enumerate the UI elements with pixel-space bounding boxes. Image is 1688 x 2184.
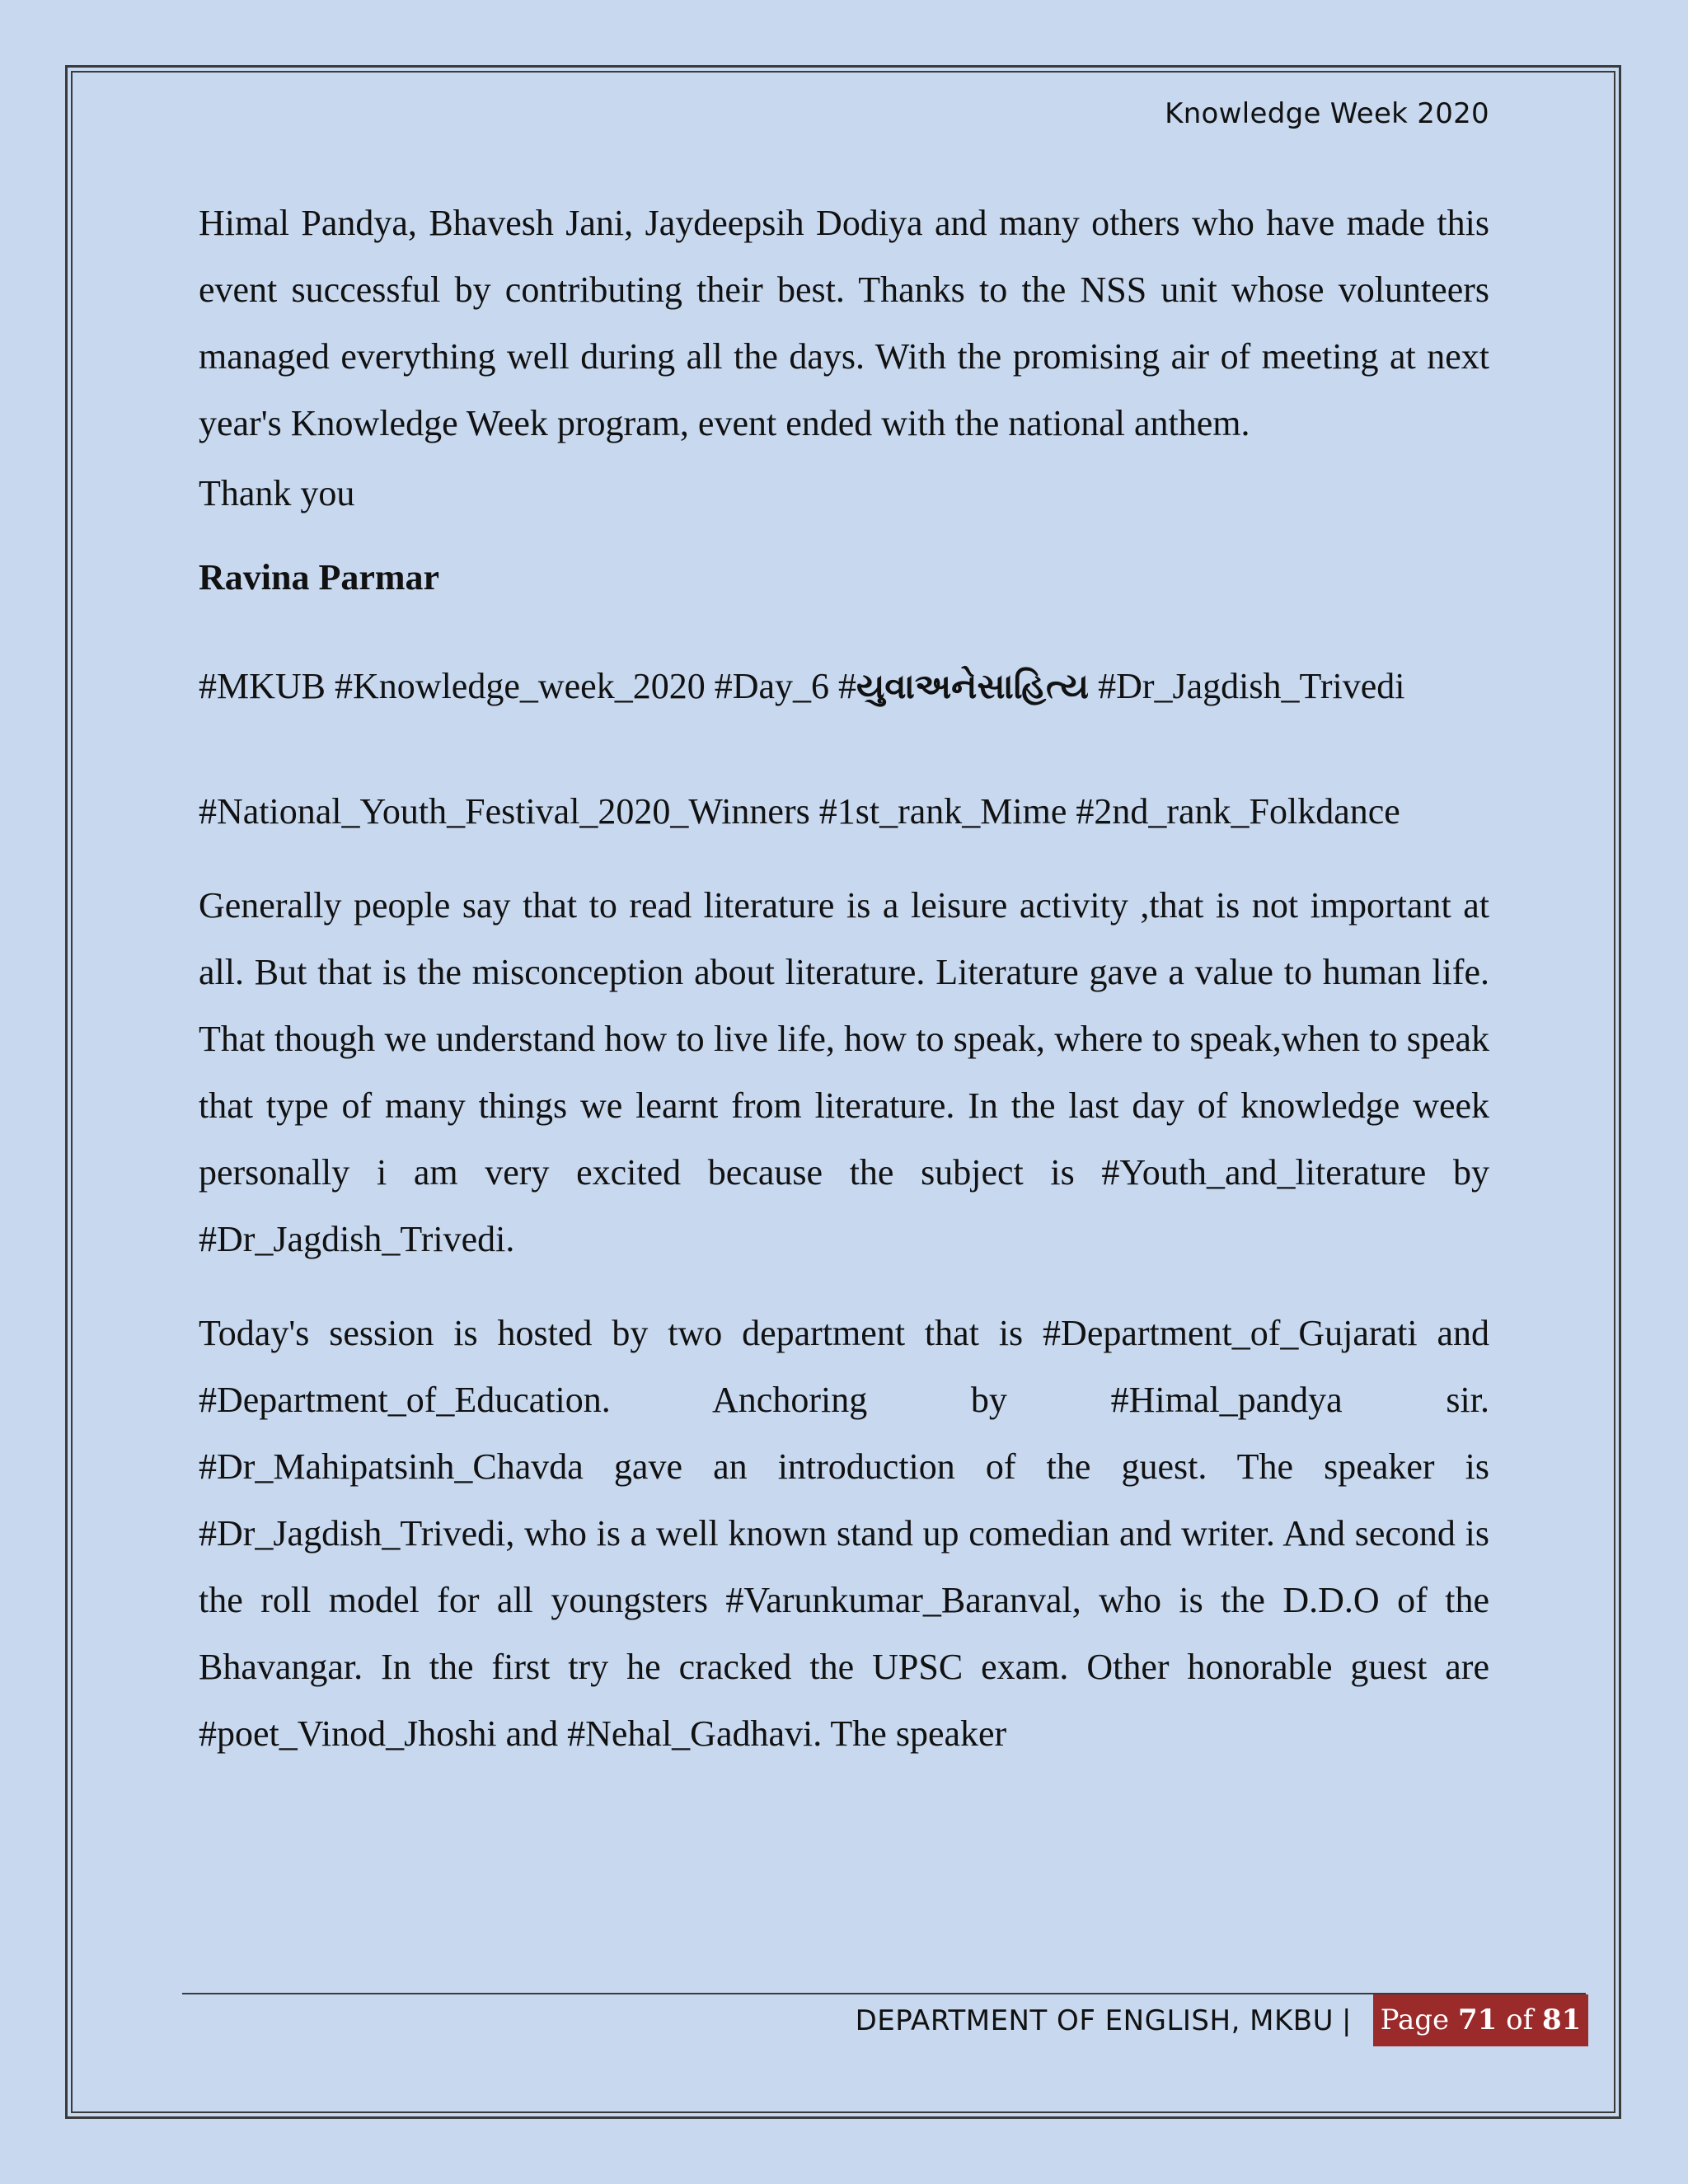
hashtags-prefix: #MKUB #Knowledge_week_2020 #Day_6 #	[199, 666, 856, 706]
footer-department	[856, 2001, 1352, 2041]
paragraph-acknowledgement: Himal Pandya, Bhavesh Jani, Jaydeepsih Dodiya and many others who have made this event successful by contributing their best. Thanks to the NSS unit whose volunteers managed everything well during all the days. With the promising air of meeting at next year's Knowledge Week program, event ended with the national anthem.	[199, 203, 1489, 443]
page-word: Page	[1380, 2004, 1450, 2036]
current-page-number: 71	[1457, 2004, 1498, 2036]
of-word: of	[1506, 2004, 1534, 2036]
running-header: Knowledge Week 2020	[1165, 97, 1489, 130]
hashtags-line-2: #National_Youth_Festival_2020_Winners #1st_rank_Mime #2nd_rank_Folkdance	[199, 791, 1400, 832]
paragraph-session: Today's session is hosted by two department that is #Department_of_Gujarati and #Department_of_Education. Anchoring by #Himal_pandya sir. #Dr_Mahipatsinh_Chavda gave an introduction of the guest. The speaker is #Dr_Jagdish_Trivedi, who is a well known stand up comedian and writer. And second is the roll model for all youngsters #Varunkumar_Baranval, who is the D.D.O of the Bhavangar. In the first try he cracked the UPSC exam. Other honorable guest are #poet_Vinod_Jhoshi and #Nehal_Gadhavi. The speaker	[199, 1313, 1489, 1754]
gujarati-hashtag: યુવાઅનેસાહિત્ય	[856, 666, 1090, 706]
hashtags-suffix: #Dr_Jagdish_Trivedi	[1089, 666, 1405, 706]
thank-you-line: Thank you	[199, 473, 355, 513]
total-pages: 81	[1542, 2004, 1582, 2036]
hashtags-line-1	[199, 658, 1489, 715]
author-name: Ravina Parmar	[199, 557, 440, 598]
department-name: DEPARTMENT OF ENGLISH, MKBU	[855, 2004, 1334, 2037]
paragraph-literature: Generally people say that to read literature is a leisure activity ,that is not important at all. But that is the misconception about literature. Literature gave a value to human life. That though we understand how to live life, how to speak, where to speak,when to speak that type of many things we learnt from literature. In the last day of knowledge week personally i am very excited because the subject is #Youth_and_literature by #Dr_Jagdish_Trivedi.	[199, 885, 1489, 1259]
page-body	[199, 190, 1489, 1767]
page-number-badge	[1373, 1994, 1588, 2046]
footer-separator: |	[1342, 2004, 1352, 2037]
